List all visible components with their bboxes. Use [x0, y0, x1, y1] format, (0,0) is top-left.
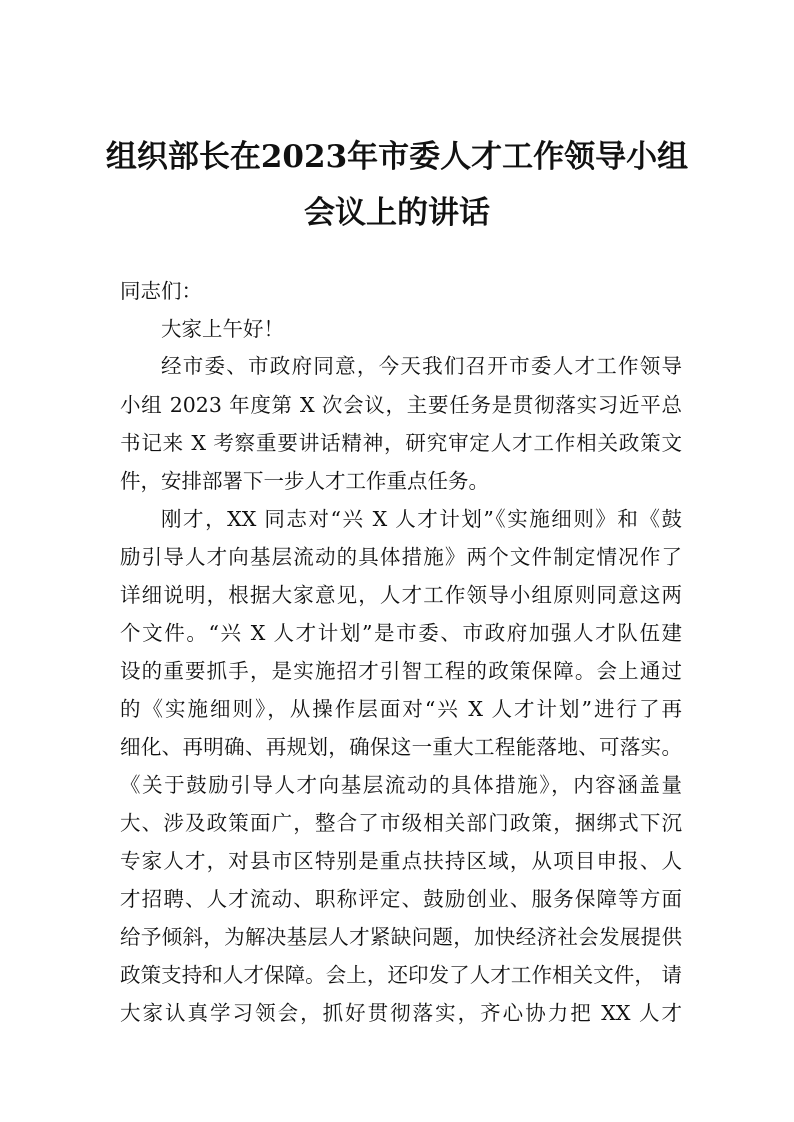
paragraph-line: 经市委、市政府同意，今天我们召开市委人才工作领导 — [161, 354, 682, 378]
paragraph-line: 小组 2023 年度第 X 次会议，主要任务是贯彻落实习近平总 — [120, 393, 682, 417]
paragraph-line: 详细说明，根据大家意见，人才工作领导小组原则同意这两 — [120, 583, 682, 607]
paragraph-line: 个文件。“兴 X 人才计划”是市委、市政府加强人才队伍建 — [120, 621, 682, 645]
paragraph-line: 励引导人才向基层流动的具体措施》两个文件制定情况作了 — [120, 545, 682, 569]
paragraph-line: 细化、再明确、再规划，确保这一重大工程能落地、可落实。 — [120, 735, 682, 759]
paragraph-line: 大家上午好！ — [161, 317, 284, 341]
salutation: 同志们： — [120, 279, 202, 303]
paragraph-line: 才招聘、人才流动、职称评定、鼓励创业、服务保障等方面 — [120, 887, 682, 911]
paragraph-line: 的《实施细则》，从操作层面对“兴 X 人才计划”进行了再 — [120, 697, 682, 721]
document-title-line-1: 组织部长在2023年市委人才工作领导小组 — [105, 139, 689, 175]
paragraph-line: 给予倾斜，为解决基层人才紧缺问题，加快经济社会发展提供 — [120, 925, 682, 949]
document-title-line-2: 会议上的讲话 — [304, 195, 490, 231]
paragraph-line: 政策支持和人才保障。会上，还印发了人才工作相关文件， 请 — [120, 963, 682, 987]
paragraph-line: 大、涉及政策面广，整合了市级相关部门政策，捆绑式下沉 — [120, 811, 682, 835]
paragraph-line: 件，安排部署下一步人才工作重点任务。 — [120, 469, 489, 493]
paragraph-line: 设的重要抓手，是实施招才引智工程的政策保障。会上通过 — [120, 659, 682, 683]
paragraph-line: 专家人才，对县市区特别是重点扶持区域，从项目申报、人 — [120, 849, 682, 873]
paragraph-line: 《关于鼓励引导人才向基层流动的具体措施》，内容涵盖量 — [120, 773, 682, 797]
paragraph-line: 书记来 X 考察重要讲话精神，研究审定人才工作相关政策文 — [120, 431, 682, 455]
paragraph-line: 大家认真学习领会，抓好贯彻落实，齐心协力把 XX 人才 — [120, 1001, 682, 1025]
paragraph-line: 刚才，XX 同志对“兴 X 人才计划”《实施细则》和《鼓 — [161, 507, 682, 531]
